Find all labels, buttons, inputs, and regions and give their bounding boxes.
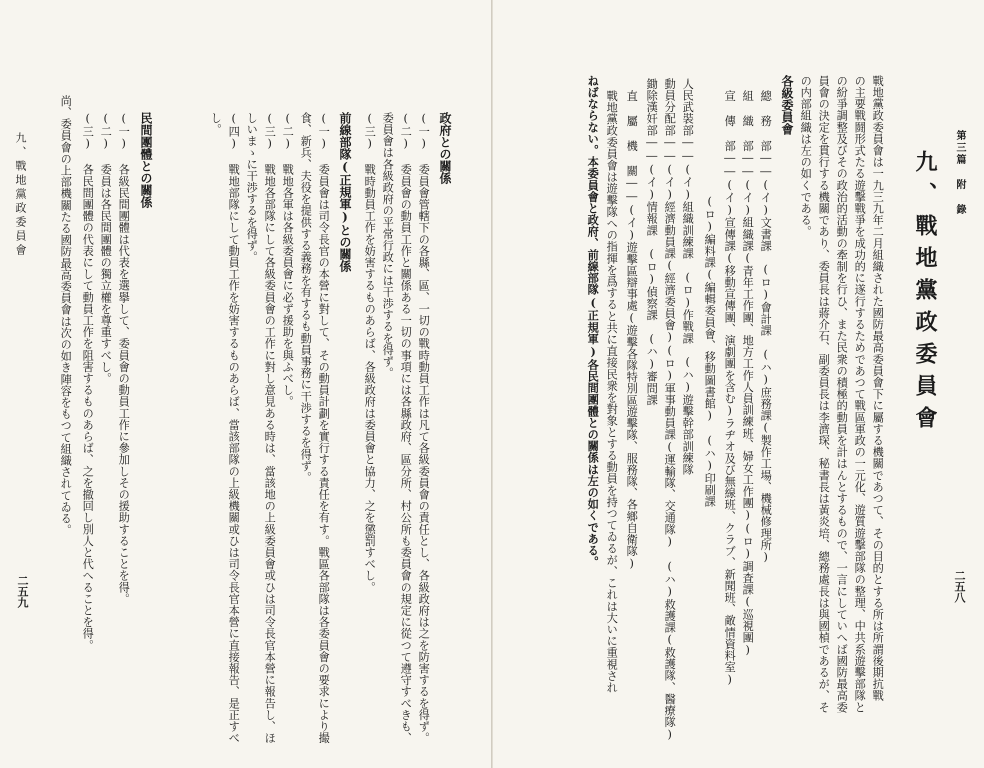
org-line: 組 織 部――(イ)組織課(青年工作團、地方工作人員訓練班、婦女工作團)(ロ)調査課(巡視團) [741,90,755,657]
right-page [492,0,984,768]
page-number: 二五九 [16,575,29,608]
org-line: 鋤除漢奸部――(イ)情報課 (ロ)偵察課 (ハ)審問課 [645,78,659,406]
text-line: (三) 各民間團體の代表にして動員工作を阻害するものあらば、之を撤回し別人と代へることを得。 [81,112,95,651]
section-heading-committees: 各級委員會 [780,75,794,135]
section-heading-civil-groups: 民間團體との關係 [139,112,153,208]
chapter-title: 九、戰地黨政委員會 [912,150,938,438]
running-header: 第三篇 附 錄 [954,130,965,216]
text-line: (二) 委員は各民間團體の獨立權を尊重すべし。 [99,112,113,385]
text-line: (三) 戰時動員工作を妨害するものあらば、各級政府は委員會と協力、之を懲罰すべし。 [363,112,377,593]
text-line: ねばならない。本委員會と政府、前線部隊(正規軍)各民間團體との關係は左の如くである。 [586,75,601,568]
text-line: しいまゝに干渉するを得ず。 [245,112,259,263]
org-line: 直 屬 機 關――(イ)遊擊區辯事處(遊擊各隊特別區遊擊隊、服務隊、各鄉自衛隊) [625,90,639,571]
text-line: (三) 戰地各部隊にして各級委員會の工作に對し意見ある時は、當該地の上級委員會或ひは司令長官本營に報告し、ほ [263,112,277,744]
text-line: (一) 委員會は司令長官の本營に對して、その動員計劃を實行する責任を有す。戰區各部隊は各委員會の要求により撮 [317,112,331,744]
text-line: (一) 委員會管轄下の各縣、區、一切の戰時動員工作は凡て各級委員會の責任とし、各級政府は之を防害するを得ず。 [417,112,431,744]
text-line: の内部組織は左の如くである。 [799,75,813,238]
text-line: 戰地黨政委員會は一九三九年二月組織された國防最高委員會下に屬する機關であつて、その目的とする所は所謂後期抗戰 [871,75,885,702]
text-line: 戰地黨政委員會は遊擊隊への指揮を爲すると共に直接民衆を對象とする動員を持つてゐるが、これは大いに重視され [605,90,619,694]
text-line: 尚、委員會の上部機關たる國防最高委員會は次の如き陣容をもつて組織されてゐる。 [59,95,73,536]
org-line: 動員分配部――(イ)經濟動員課(經濟委員會)(ロ)軍事動員課(運輸隊、交通隊) (ハ)救護課(救護隊、醫療隊) [663,78,677,742]
page-number: 二五八 [953,570,966,603]
text-line: (四) 戰地部隊にして動員工作を妨害するものあらば、當該部隊の上級機關或ひは司令長官本營に直接報告、是正すべ [227,112,241,744]
text-line: 食、新兵、夫役を提供する義務を有するも動員事務に干渉するを得ず。 [299,112,313,484]
running-title: 九、戰地黨政委員會 [14,132,27,258]
text-line: (一) 各級民間團體は代表を選擧して、委員會の動員工作に參加しその援助することを得。 [117,112,131,605]
text-line: (二) 委員會の動員工作と關係ある一切の事項には各縣政府、區分所、村公所も委員會の規定に從つて遵守すべきも、 [399,112,413,744]
text-line: 員會の決定を貫行する機關であり、委員長は蔣介石、副委員長は李濟琛、秘書長は黃炎培、總務處長は與國楨であるが、そ [817,75,831,713]
section-heading-frontline: 前線部隊(正規軍)との關係 [338,112,352,272]
text-line: (二) 戰地各軍は各級委員會に必ず援助を與ふべし。 [281,112,295,408]
org-line: 人民武裝部――(イ)組織訓練課 (ロ)作戰課 (ハ)遊擊幹部訓練隊 [681,78,695,476]
text-line: の紛爭調整及びその政治的活動の牽制を行ひ、また民衆の積極的動員を計はんとするもので、一言にしていへば國防最高委 [835,75,849,713]
text-line: し。 [209,112,223,136]
text-line: 委員會は各級政府の平常行政には干渉するを得ず。 [381,112,395,379]
org-line: 宣 傳 部――(イ)宣傳課(移動宣傳團、演劇團を含む)ラヂオ及び無線班、クラブ、新聞班、敵情資料室) [723,90,737,687]
text-line: の主要戰鬪形式たる遊擊戰爭を成功的に遂行するためであつて戰區軍政の一元化、遊質遊擊部隊の整理、中共系遊擊部隊と [853,75,867,713]
org-line: (ロ)編料課(編輯委員會、移動圖書館) (ハ)印刷課 [703,195,717,508]
org-line: 總 務 部――(イ)文書課 (ロ)會計課 (ハ)庶務課(製作工場、機械修理所) [759,90,773,564]
section-heading-government: 政府との關係 [438,112,452,184]
